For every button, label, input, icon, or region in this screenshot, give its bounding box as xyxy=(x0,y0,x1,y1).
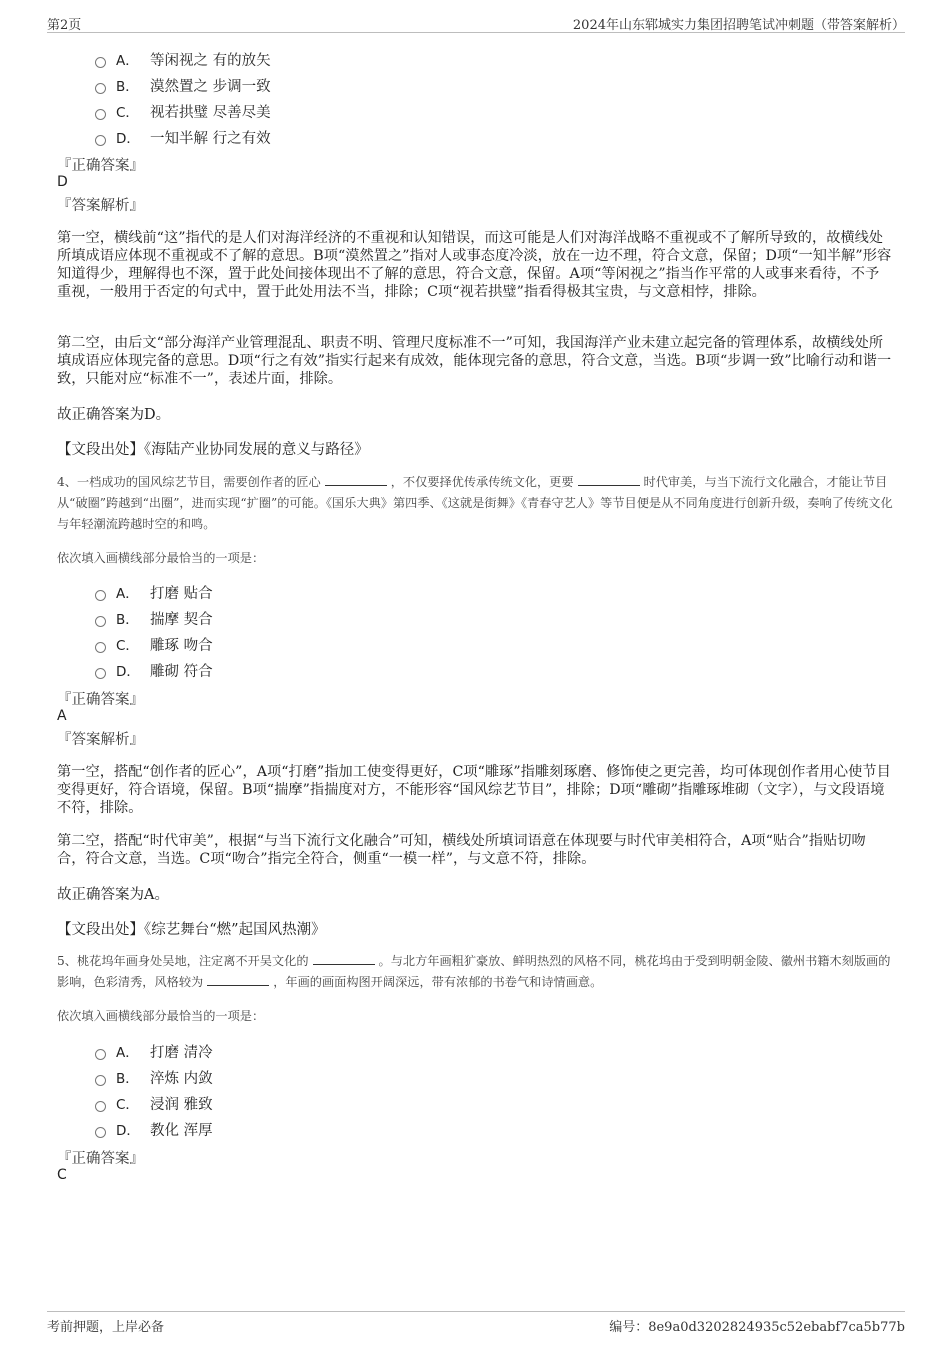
radio-icon[interactable] xyxy=(95,668,106,679)
fill-blank[interactable] xyxy=(207,975,269,986)
q3-option-a[interactable]: A． 等闲视之 有的放矢 xyxy=(95,46,271,72)
fill-blank[interactable] xyxy=(325,475,387,486)
radio-icon[interactable] xyxy=(95,590,106,601)
q5-option-a[interactable]: A． 打磨 清冷 xyxy=(95,1038,213,1064)
q4-option-a[interactable]: A． 打磨 贴合 xyxy=(95,579,213,605)
footer-slogan: 考前押题，上岸必备 xyxy=(47,1320,165,1335)
q5-option-b[interactable]: B． 淬炼 内敛 xyxy=(95,1064,213,1090)
q5-options xyxy=(95,1038,213,1142)
radio-icon[interactable] xyxy=(95,1075,106,1086)
radio-icon[interactable] xyxy=(95,642,106,653)
radio-icon[interactable] xyxy=(95,1127,106,1138)
document-title: 2024年山东郓城实力集团招聘笔试冲刺题（带答案解析） xyxy=(572,18,905,33)
q3-option-c[interactable]: C． 视若拱璧 尽善尽美 xyxy=(95,98,271,124)
q5-correct-answer-label: 『正确答案』 xyxy=(57,1151,144,1167)
q3-analysis-label: 『答案解析』 xyxy=(57,198,144,214)
q3-answer: D xyxy=(57,174,68,190)
radio-icon[interactable] xyxy=(95,109,106,120)
q3-correct-answer-label: 『正确答案』 xyxy=(57,158,144,174)
document-code: 编号：8e9a0d3202824935c52ebabf7ca5b77b xyxy=(609,1320,905,1335)
q4-prompt: 依次填入画横线部分最恰当的一项是： xyxy=(57,551,265,565)
q4-conclusion: 故正确答案为A。 xyxy=(57,887,169,903)
q4-analysis-label: 『答案解析』 xyxy=(57,732,144,748)
q3-analysis-paragraph-1: 第一空，横线前“这”指代的是人们对海洋经济的不重视和认知错误，而这可能是人们对海洋战略不重视或不了解所导致的，故横线处所填成语应体现不重视或不了解的意思。B项“漠然置之”指对人或事态度冷淡，放在一边不理，符合文意，保留；D项“一知半解”形容知道得少，理解得也不深，置于此处间接体现出不了解的意思，符合文意，保留。A项“等闲视之”指当作平常的人或事来看待，不予重视，一般用于否定的句式中，置于此处用法不当，排除；C项“视若拱璧”指看得极其宝贵，与文意相悖，排除。 xyxy=(57,230,892,300)
q3-analysis-paragraph-2: 第二空，由后文“部分海洋产业管理混乱、职责不明、管理尺度标准不一”可知，我国海洋产业未建立起完备的管理体系，故横线处所填成语应体现完备的意思。D项“行之有效”指实行起来有成效，能体现完备的意思，符合文意，当选。B项“步调一致”比喻行动和谐一致，只能对应“标准不一”，表述片面，排除。 xyxy=(57,335,892,387)
q5-answer: C xyxy=(57,1167,67,1183)
q4-option-c[interactable]: C． 雕琢 吻合 xyxy=(95,631,213,657)
q3-option-d[interactable]: D． 一知半解 行之有效 xyxy=(95,124,271,150)
page-number: 第2页 xyxy=(47,18,82,33)
q3-source: 【文段出处】《海陆产业协同发展的意义与路径》 xyxy=(57,442,369,458)
q4-stem: 4、一档成功的国风综艺节目，需要创作者的匠心 ，不仅要择优传承传统文化，更要 时代审美，与当下流行文化融合，才能让节目从“破圈”跨越到“出圈”，进而实现“扩圈”的可能。《国乐大典》第四季、《这就是街舞》《青春守艺人》等节目便是从不同角度进行创新升级，奏响了传统文化与年轻潮流跨越时空的和鸣。 xyxy=(57,475,893,531)
q3-conclusion: 故正确答案为D。 xyxy=(57,407,171,423)
q5-prompt: 依次填入画横线部分最恰当的一项是： xyxy=(57,1009,265,1023)
page-header xyxy=(47,10,905,33)
radio-icon[interactable] xyxy=(95,83,106,94)
q5-stem: 5、桃花坞年画身处吴地，注定离不开吴文化的 。与北方年画粗犷豪放、鲜明热烈的风格不同，桃花坞由于受到明朝金陵、徽州书籍木刻版画的影响，色彩清秀，风格较为 ，年画的画面构图开阔深远，带有浓郁的书卷气和诗情画意。 xyxy=(57,954,891,989)
radio-icon[interactable] xyxy=(95,135,106,146)
q4-option-b[interactable]: B． 揣摩 契合 xyxy=(95,605,213,631)
q4-correct-answer-label: 『正确答案』 xyxy=(57,692,144,708)
fill-blank[interactable] xyxy=(313,954,375,965)
q4-answer: A xyxy=(57,708,67,724)
radio-icon[interactable] xyxy=(95,1101,106,1112)
q4-source: 【文段出处】《综艺舞台“燃”起国风热潮》 xyxy=(57,922,326,938)
radio-icon[interactable] xyxy=(95,57,106,68)
radio-icon[interactable] xyxy=(95,1049,106,1060)
q5-option-d[interactable]: D． 教化 浑厚 xyxy=(95,1116,213,1142)
q3-option-b[interactable]: B． 漠然置之 步调一致 xyxy=(95,72,271,98)
fill-blank[interactable] xyxy=(578,475,640,486)
q5-option-c[interactable]: C． 浸润 雅致 xyxy=(95,1090,213,1116)
page-footer xyxy=(47,1311,905,1338)
q4-option-d[interactable]: D． 雕砌 符合 xyxy=(95,657,213,683)
q3-options xyxy=(95,46,271,150)
q4-options xyxy=(95,579,213,683)
radio-icon[interactable] xyxy=(95,616,106,627)
q4-analysis-paragraph-1: 第一空，搭配“创作者的匠心”，A项“打磨”指加工使变得更好，C项“雕琢”指雕刻琢磨、修饰使之更完善，均可体现创作者用心使节目变得更好，符合语境，保留。B项“揣摩”指揣度对方，不能形容“国风综艺节目”，排除；D项“雕砌”指雕琢堆砌（文字），与文段语境不符，排除。 xyxy=(57,764,891,816)
q4-analysis-paragraph-2: 第二空，搭配“时代审美”，根据“与当下流行文化融合”可知，横线处所填词语意在体现要与时代审美相符合，A项“贴合”指贴切吻合，符合文意，当选。C项“吻合”指完全符合，侧重“一模一样”，与文意不符，排除。 xyxy=(57,833,866,867)
